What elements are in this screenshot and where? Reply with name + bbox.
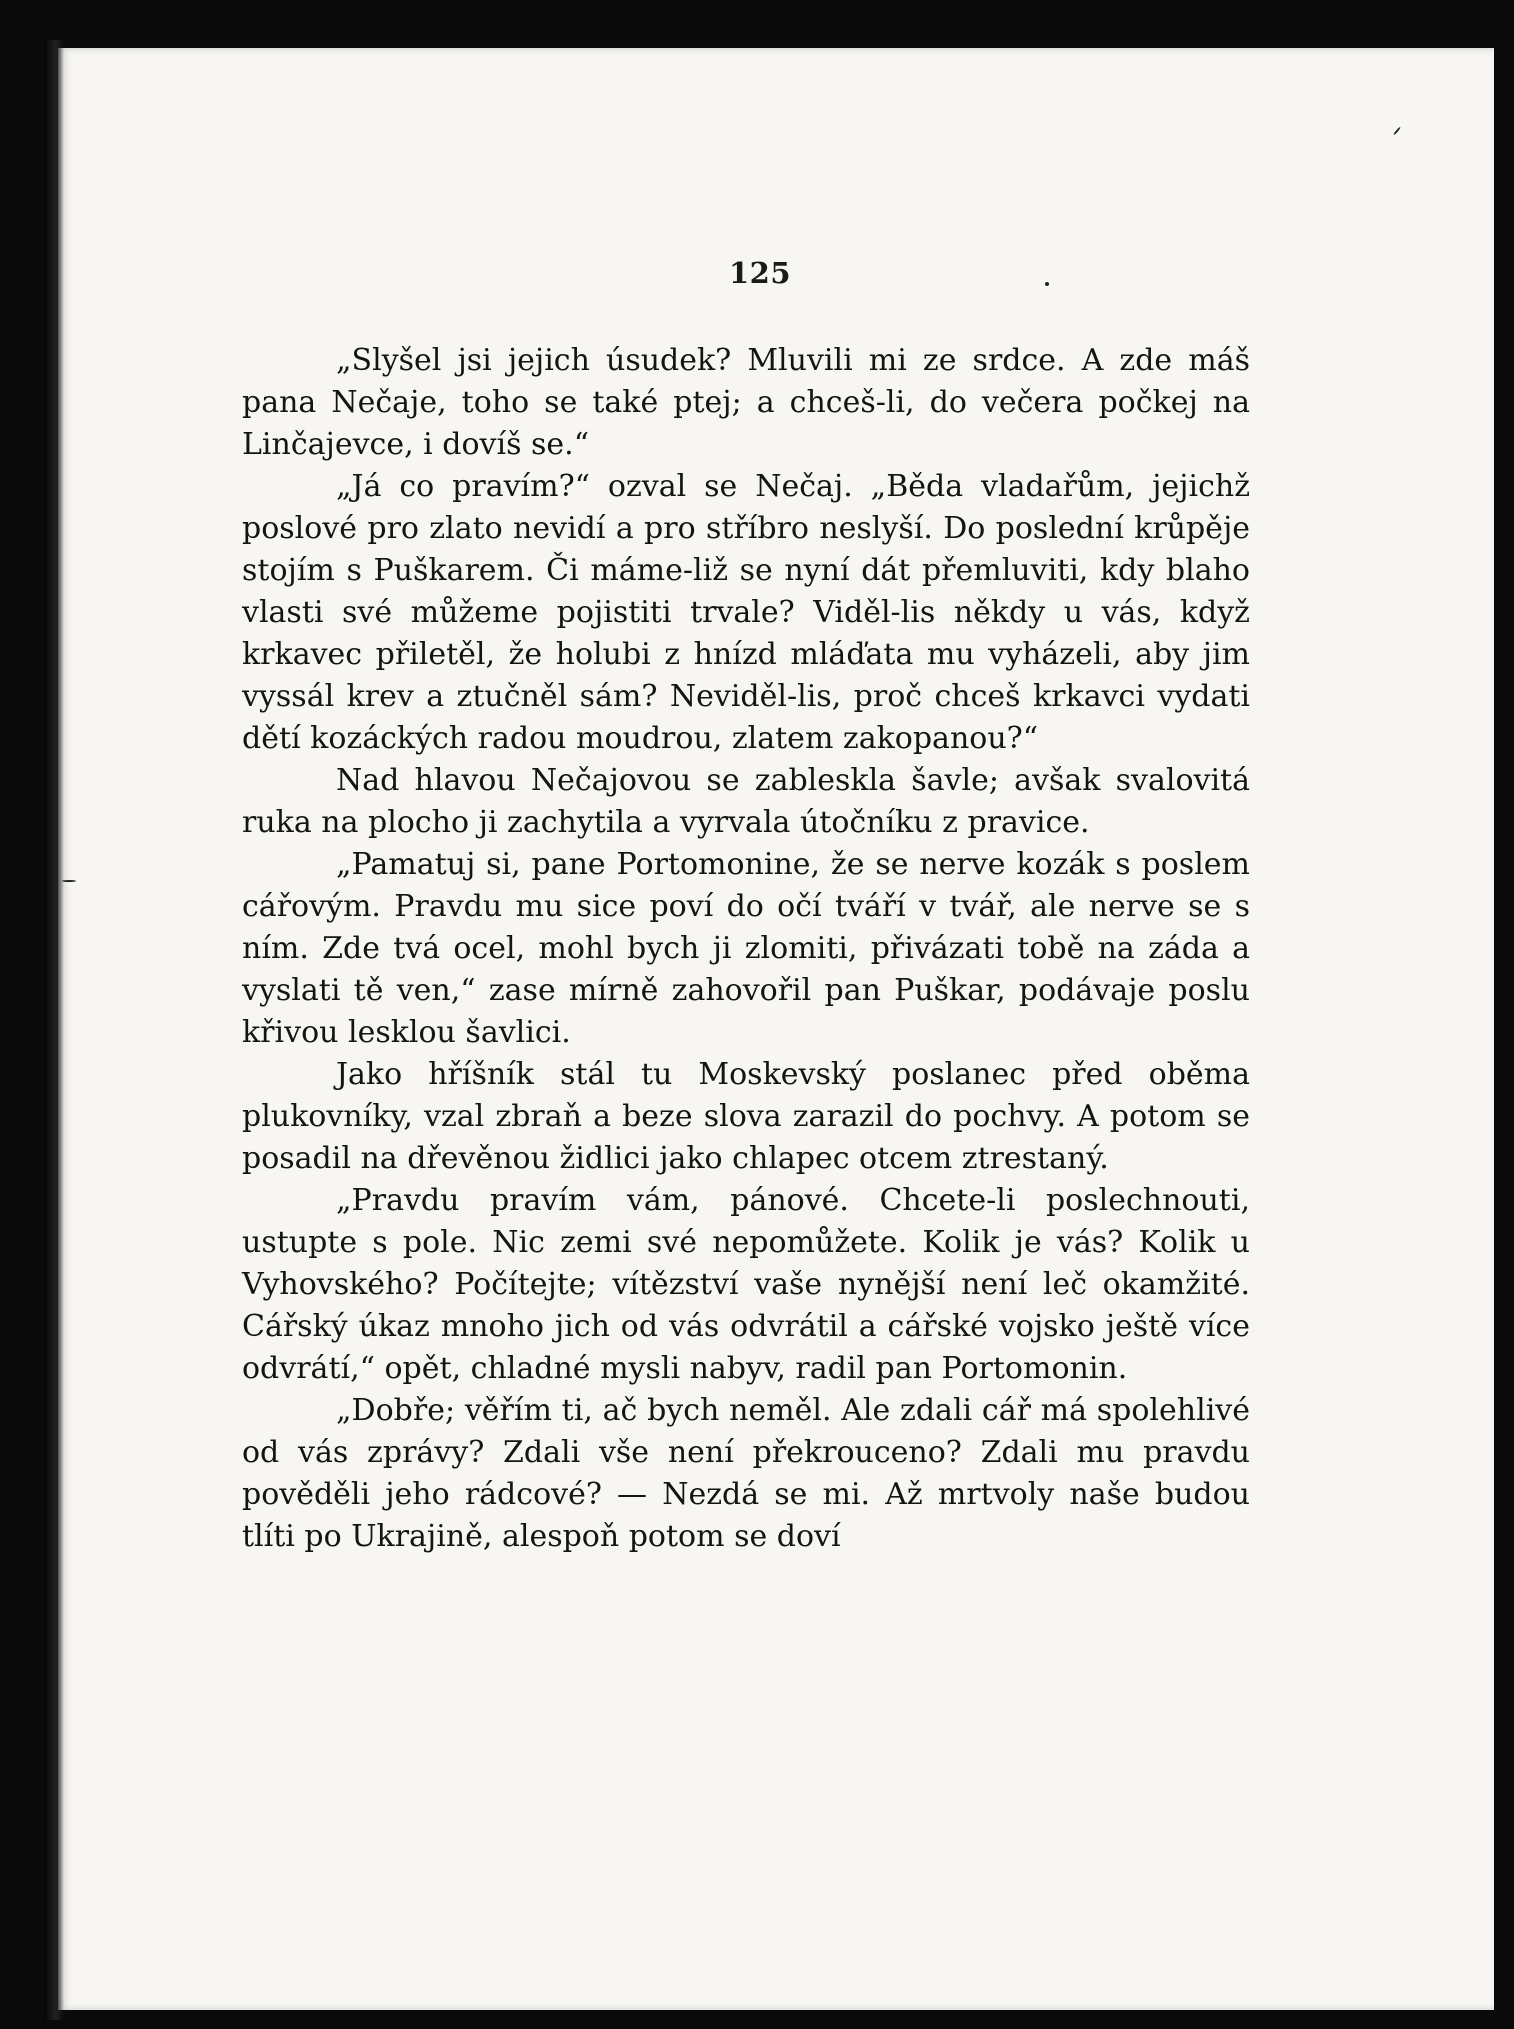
scan-border-left xyxy=(0,0,46,2029)
paragraph: „Dobře; věřím ti, ač bych neměl. Ale zdali cář má spolehlivé od vás zprávy? Zdali vše není překrouceno? Zdali mu pravdu pověděli jeho rádcové? — Nezdá se mi. Až mrtvoly naše budou tlíti po Ukrajině, alespoň potom se doví xyxy=(242,1393,1250,1554)
scan-border-top xyxy=(0,0,1514,48)
page-number: 125 xyxy=(728,256,792,290)
paragraph: Nad hlavou Nečajovou se zableskla šavle; avšak svalovitá ruka na plocho ji zachytila a vyrvala útočníku z pravice. xyxy=(242,763,1250,840)
body-text xyxy=(242,340,1250,1558)
dust-speck xyxy=(1045,282,1049,286)
paragraph: „Pamatuj si, pane Portomonine, že se nerve kozák s poslem cářovým. Pravdu mu sice poví do očí tváří v tvář, ale nerve se s ním. Zde tvá ocel, mohl bych ji zlomiti, přivázati tobě na záda a vyslati tě ven,“ zase mírně zahovořil pan Puškar, podávaje poslu křivou lesklou šavlici. xyxy=(242,847,1250,1050)
scan-border-right xyxy=(1494,0,1514,2029)
spine-shadow xyxy=(44,40,64,2020)
paragraph: „Pravdu pravím vám, pánové. Chcete-li poslechnouti, ustupte s pole. Nic zemi své nepomůžete. Kolik je vás? Kolik u Vyhovského? Počítejte; vítězství vaše nynější není leč okamžité. Cářský úkaz mnoho jich od vás odvrátil a cářské vojsko ještě více odvrátí,“ opět, chladné mysli nabyv, radil pan Portomonin. xyxy=(242,1183,1250,1386)
dust-speck xyxy=(62,880,76,882)
scan-border-bottom xyxy=(0,2009,1514,2029)
paragraph: Jako hříšník stál tu Moskevský poslanec před oběma plukovníky, vzal zbraň a beze slova zarazil do pochvy. A potom se posadil na dřevěnou židlici jako chlapec otcem ztrestaný. xyxy=(242,1057,1250,1176)
paragraph: „Slyšel jsi jejich úsudek? Mluvili mi ze srdce. A zde máš pana Nečaje, toho se také ptej; a chceš-li, do večera počkej na Linčajevce, i dovíš se.“ xyxy=(242,343,1250,462)
paragraph: „Já co pravím?“ ozval se Nečaj. „Běda vladařům, jejichž poslové pro zlato nevidí a pro stříbro neslyší. Do poslední krůpěje stojím s Puškarem. Či máme-liž se nyní dát přemluviti, kdy blaho vlasti své můžeme pojistiti trvale? Viděl-lis někdy u vás, když krkavec přiletěl, že holubi z hnízd mláďata mu vyházeli, aby jim vyssál krev a ztučněl sám? Neviděl-lis, proč chceš krkavci vydati dětí kozáckých radou moudrou, zlatem zakopanou?“ xyxy=(242,469,1250,756)
